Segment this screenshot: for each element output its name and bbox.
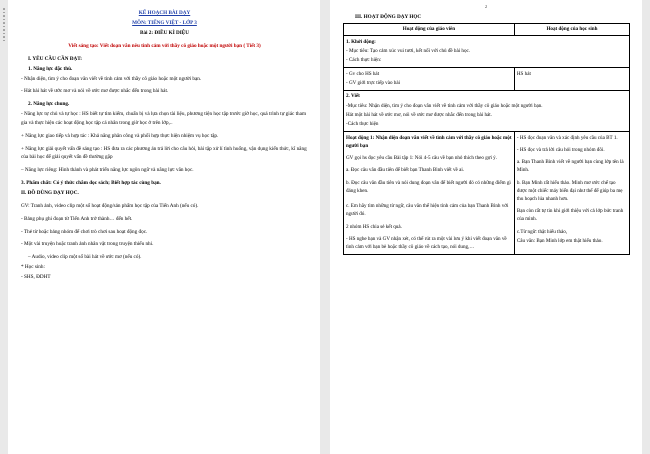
teacher-step-2: - GV giới trực tiếp vào bài bbox=[346, 79, 401, 86]
row-warmup-student bbox=[514, 68, 629, 91]
column-header-student: Hoạt động của học sinh bbox=[514, 23, 629, 35]
activity-1-student-5: Bạn còn rất tự tin khi giới thiệu với cả lớp bức tranh của mình. bbox=[516, 208, 624, 223]
left-page-content bbox=[8, 0, 320, 289]
activity-1-teacher-1: GV gọi hs đọc yêu cầu Bài tập 1: Nói 4-5 câu về bạn nhỏ thích theo gợi ý. bbox=[346, 154, 497, 161]
activity-1-teacher-5: 2 nhóm HS chia sẻ kết quả. bbox=[346, 223, 402, 230]
section-2-bullet-1: GV: Tranh ảnh, video clip một số hoạt động/sản phẩm học tập của Tiến Anh (nếu có). bbox=[21, 202, 199, 209]
activity-1-teacher-4: c. Em hãy tìm những từ ngữ, câu văn thể hiện tình cảm của bạn Thanh Bình với người đó. bbox=[346, 203, 509, 218]
writing-method: -Cách thực hiện bbox=[346, 121, 379, 128]
section-3-heading: III. HOẠT ĐỘNG DẠY HỌC bbox=[355, 14, 422, 20]
page-number: 2 bbox=[484, 4, 488, 9]
section-1-2-heading: 2. Năng lực chung. bbox=[28, 101, 70, 108]
doc-title-line1: KẾ HOẠCH BÀI DẠY bbox=[138, 10, 191, 16]
document-page-right bbox=[330, 0, 642, 454]
section-2-bullet-5: – Audio, video clip một số bài hát về ước mơ (nếu có). bbox=[28, 254, 142, 261]
activities-table bbox=[343, 23, 630, 255]
activity-1-student-7: Câu văn: Bạn Minh lớp em thật hiểu thảo. bbox=[516, 238, 603, 245]
section-2-heading: II. ĐỒ DÙNG DẠY HỌC. bbox=[21, 189, 79, 196]
section-2-bullet-4: - Một vài truyện hoặc tranh ảnh nhân vật trong truyện thiếu nhi. bbox=[21, 241, 154, 248]
table-row bbox=[344, 68, 630, 91]
activity-1-student-2: - HS đọc và trả lời câu hỏi trong nhóm đôi. bbox=[516, 146, 605, 153]
writing-title: 2. Viết bbox=[346, 93, 360, 100]
table-row bbox=[344, 36, 630, 68]
table-row bbox=[344, 90, 630, 131]
teacher-step-1: - Gv cho HS hát bbox=[346, 70, 380, 77]
doc-title-line2: MÔN: TIẾNG VIỆT - LỚP 3 bbox=[132, 19, 197, 26]
section-1-1-bullet-2: - Hát bài hát về ước mơ và nói về ước mơ được nhắc đến trong bài hát. bbox=[21, 88, 169, 95]
section-1-2-bullet-3: + Năng lực giải quyết vấn đề sáng tạo : HS đưa ra các phương án trả lời cho câu hỏi, bài tập xử lí tình huống, vận dụng kiến thức, kĩ năng của bài học để giải quyết vấn đề thường gặp bbox=[21, 145, 307, 160]
writing-goal-2: Hát một bài hát về ước mơ, nói về ước mơ được nhắc đến trong bài hát. bbox=[346, 111, 492, 118]
section-1-2-bullet-4: – Năng lực riêng: Hình thành và phát triển năng lực ngôn ngữ và năng lực văn học. bbox=[21, 166, 194, 173]
row-writing-full bbox=[344, 90, 630, 131]
writing-goal: -Mục tiêu: Nhận diện, tìm ý cho đoạn văn viết về tình cảm với thầy cô giáo hoặc một người bạn. bbox=[346, 102, 543, 109]
student-step-1: HS hát bbox=[516, 70, 531, 77]
warmup-method: - Cách thực hiện: bbox=[346, 57, 382, 64]
activity-1-teacher-2: a. Đọc câu văn đầu tiên để biết bạn Thanh Bình viết về ai. bbox=[346, 167, 465, 174]
right-page-content bbox=[330, 0, 642, 261]
row-activity1-teacher bbox=[344, 132, 515, 255]
activity-1-student-4: b. Bạn Minh rất hiểu thảo. Minh mơ ước chế tạo được một chiếc máy biến đại như thế để giúp ba mẹ thu hoạch lúa nhanh hơn. bbox=[516, 179, 623, 202]
column-header-teacher: Hoạt động của giáo viên bbox=[344, 23, 515, 35]
section-2-bullet-7: - SHS, ĐDHT bbox=[21, 274, 51, 281]
activity-1-title: Hoạt động 1: Nhận diện đoạn văn viết về tình cảm với thầy cô giáo hoặc một người bạn bbox=[346, 134, 512, 149]
activity-1-student-1: - HS đọc đoạn văn và xác định yêu cầu của BT 1. bbox=[516, 134, 618, 141]
section-2-bullet-6: * Học sinh: bbox=[21, 264, 45, 271]
row-warmup-full bbox=[344, 36, 630, 68]
section-2-bullet-2: - Bảng phụ ghi đoạn từ Tiến Anh trở thành… đến hết. bbox=[21, 215, 133, 222]
activity-1-teacher-3: b. Đọc câu văn đầu tiên và nói dung đoạn văn để biết người đó có những điểm gì đáng khen. bbox=[346, 179, 511, 194]
warmup-title: 1. Khởi động: bbox=[346, 38, 376, 45]
gutter-dots bbox=[0, 8, 8, 41]
row-activity1-student bbox=[514, 132, 629, 255]
row-warmup-teacher bbox=[344, 68, 515, 91]
table-row bbox=[344, 132, 630, 255]
section-1-heading: I. YÊU CẦU CẦN ĐẠT: bbox=[28, 55, 83, 62]
table-header-row bbox=[344, 23, 630, 35]
section-2-bullet-3: - Thẻ từ hoặc bảng nhóm để chơi trò chơi sau hoạt động đọc. bbox=[21, 228, 148, 235]
document-page-left bbox=[8, 0, 320, 454]
section-1-1-bullet-1: - Nhận diện, tìm ý cho đoạn văn viết về tình cảm với thầy cô giáo hoặc một người bạn. bbox=[21, 75, 202, 82]
activity-1-student-6: c.Từ ngữ: thật hiểu thảo, bbox=[516, 228, 568, 235]
section-1-1-heading: 1. Năng lực đặc thù. bbox=[28, 65, 73, 72]
doc-title-line3: Bài 2: ĐIỀU KÌ DIỆU bbox=[139, 29, 189, 36]
section-1-2-bullet-1: - Năng lực tự chủ và tự học : HS biết tự tìm kiếm, chuẩn bị và lựa chọn tài liệu, phương tiện học tập trước giờ học, quá trình tự giác tham gia và thực hiện các hoạt động học tập cá nhân trong giờ học ở trên lớp,.. bbox=[21, 111, 306, 126]
section-1-2-bullet-2: + Năng lực giao tiếp và hợp tác : Khả năng phân công và phối hợp thực hiện nhiệm vụ học tập. bbox=[21, 132, 219, 139]
doc-subtitle: Viết sáng tạo: Viết đoạn văn nêu tình cảm với thầy cô giáo hoặc một người bạn ( Tiết 3) bbox=[68, 42, 261, 49]
warmup-goal: - Mục tiêu: Tạo cảm xúc vui tươi, kết nối với chủ đề bài học. bbox=[346, 47, 471, 54]
activity-1-teacher-6: - HS nghe bạn và GV nhận xét, có thể rút ra một vài lưu ý khi viết đoạn văn về tình cảm với bạn bè hoặc thầy cô giáo về cách tạo, nói dung,… bbox=[346, 235, 507, 251]
activity-1-student-3: a. Bạn Thanh Bình viết về người bạn cùng lớp tên là Minh. bbox=[516, 159, 624, 174]
section-1-3-heading: 3. Phẩm chất: Có ý thức chăm đọc sách; Biết hợp tác cùng bạn. bbox=[21, 179, 161, 186]
